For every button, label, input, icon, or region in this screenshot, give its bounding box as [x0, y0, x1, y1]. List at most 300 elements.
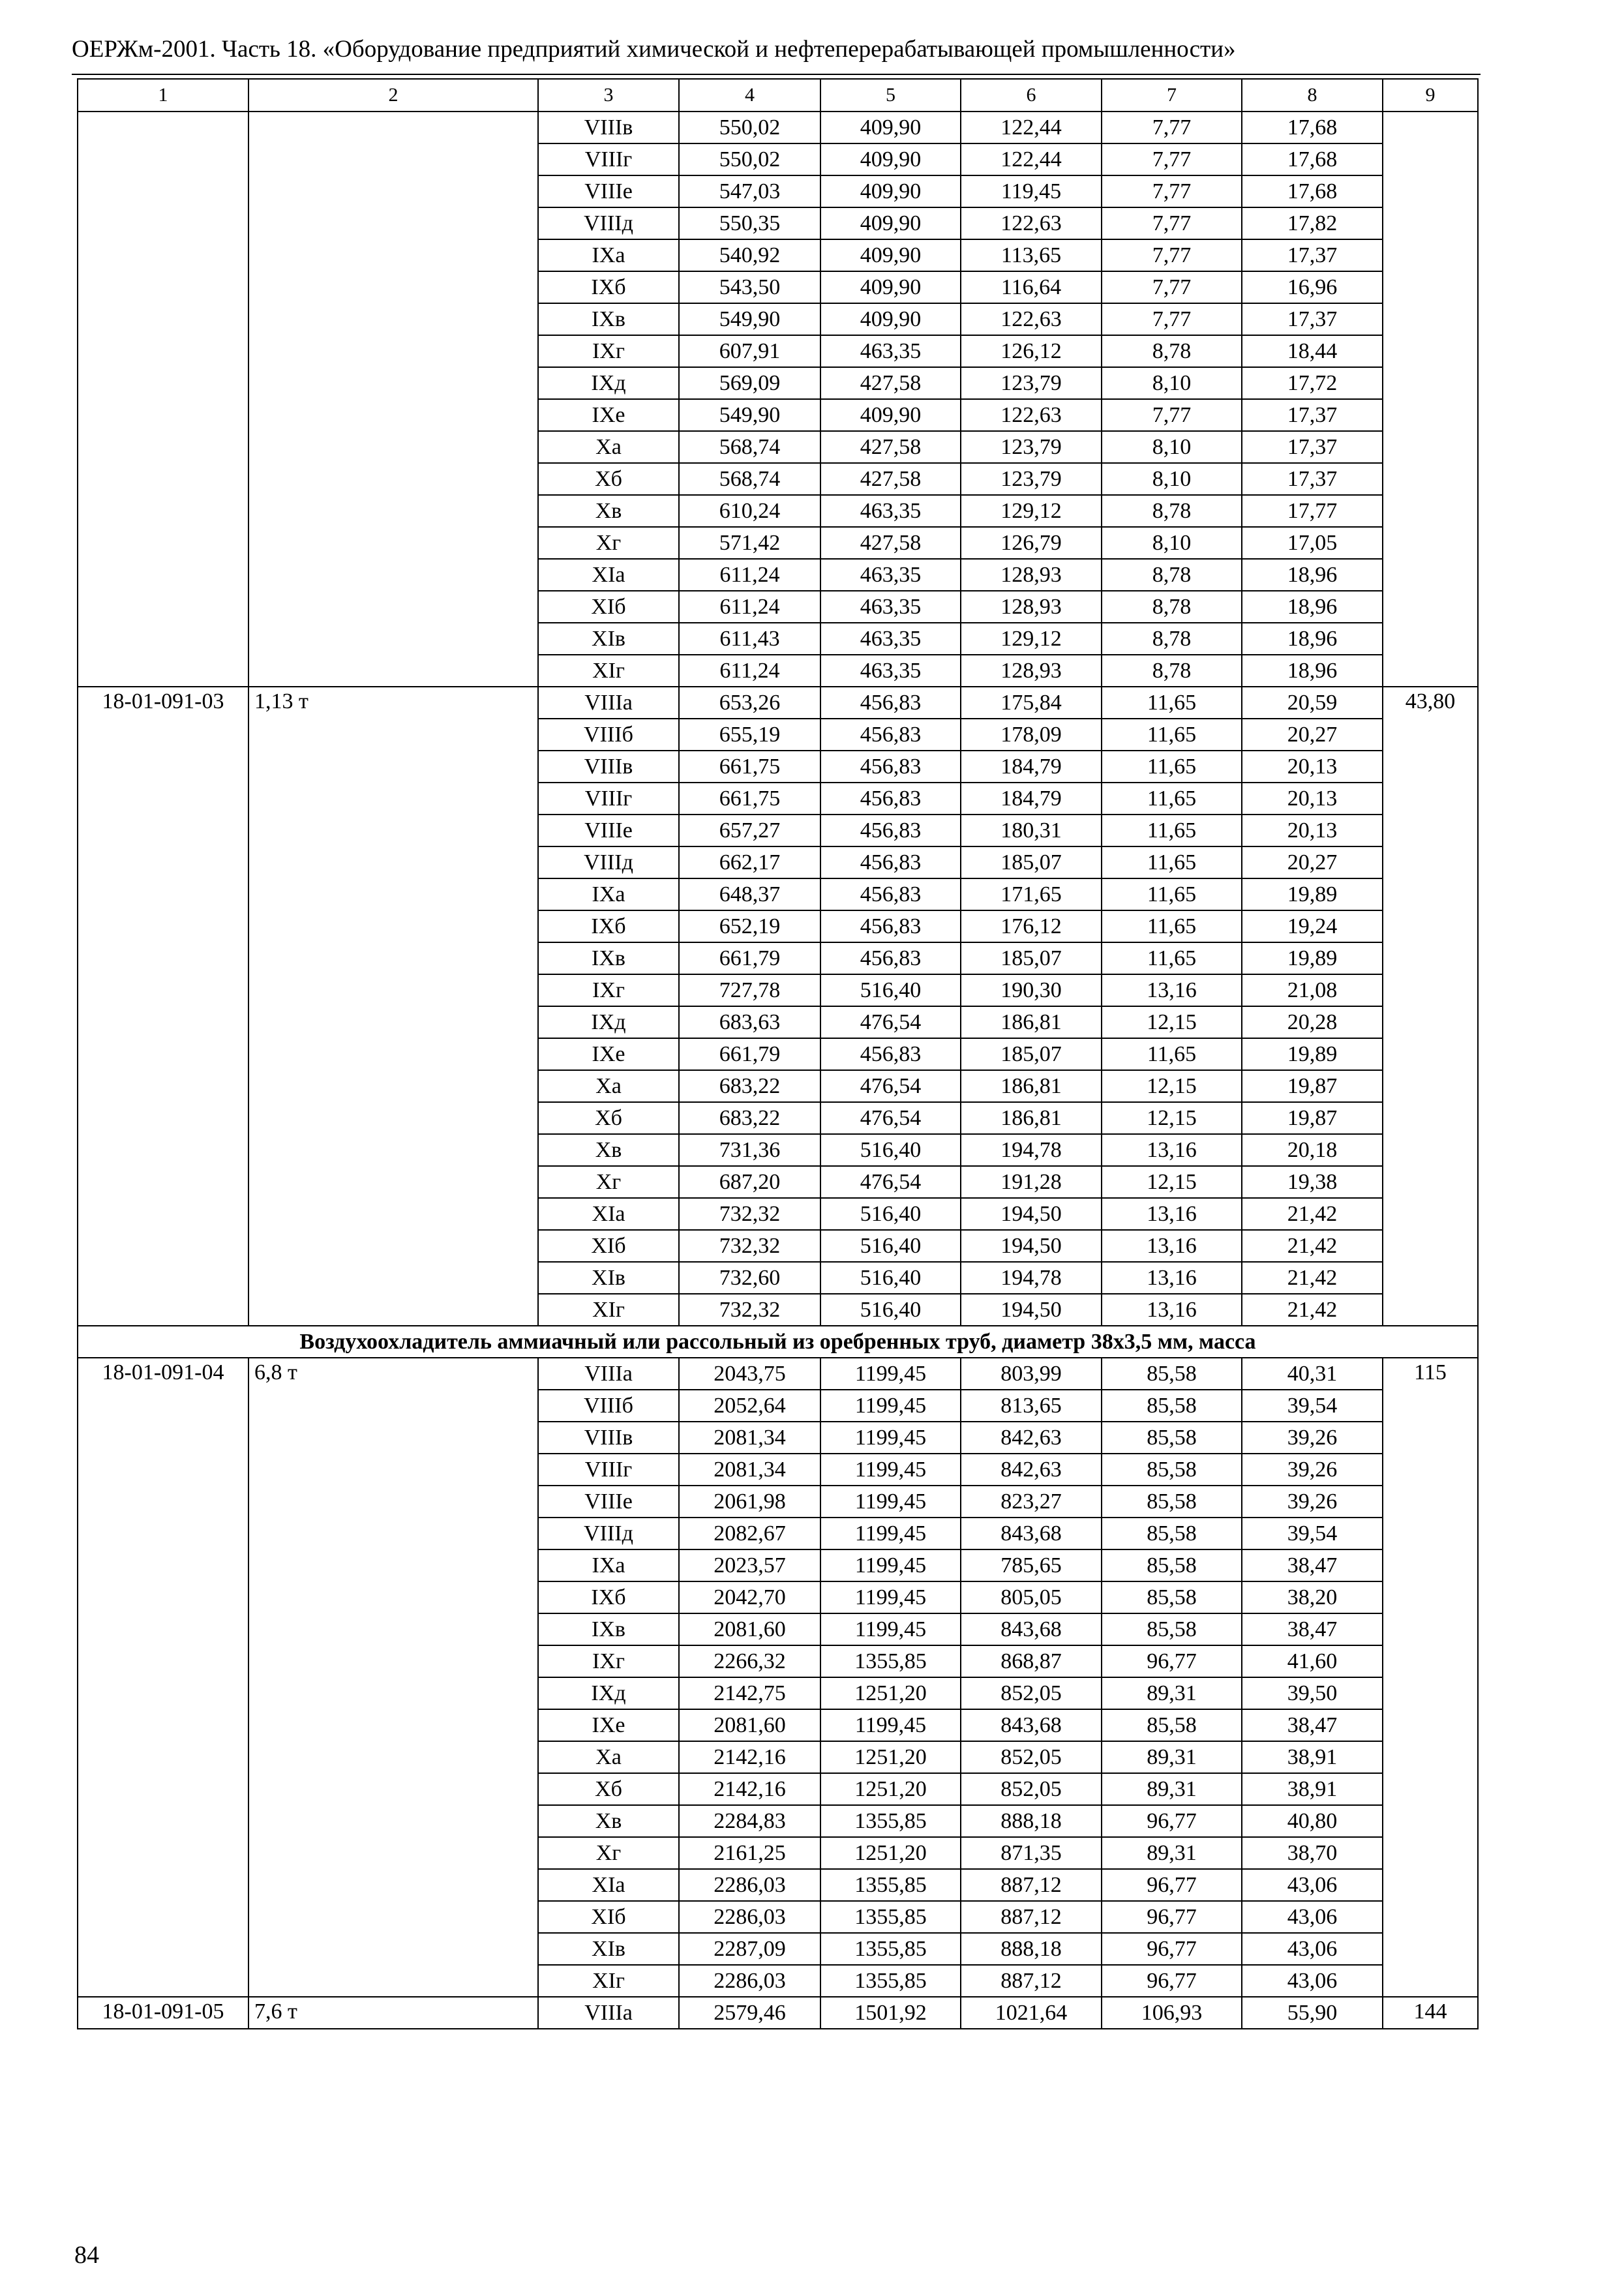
machine-cost: 186,81: [961, 1006, 1102, 1038]
materials-cost: 41,60: [1242, 1645, 1383, 1677]
materials-cost: 21,42: [1242, 1198, 1383, 1230]
operator-wage: 85,58: [1102, 1709, 1242, 1741]
operator-wage: 7,77: [1102, 271, 1242, 303]
operator-wage: 96,77: [1102, 1933, 1242, 1965]
machine-cost: 852,05: [961, 1741, 1102, 1773]
materials-cost: 38,47: [1242, 1709, 1383, 1741]
column-number: 4: [679, 79, 820, 112]
labor-cost: 1199,45: [820, 1454, 961, 1486]
machine-cost: 180,31: [961, 815, 1102, 846]
total-cost: 661,75: [679, 783, 820, 815]
labor-cost: 1199,45: [820, 1422, 961, 1454]
item-code: [78, 112, 248, 687]
total-cost: 648,37: [679, 878, 820, 910]
labor-cost: 1199,45: [820, 1549, 961, 1581]
total-cost: 2286,03: [679, 1965, 820, 1997]
labor-cost: 456,83: [820, 1038, 961, 1070]
labor-cost: 1199,45: [820, 1358, 961, 1390]
total-cost: 2142,75: [679, 1677, 820, 1709]
operator-wage: 7,77: [1102, 143, 1242, 175]
zone-code: IXа: [538, 239, 679, 271]
machine-cost: 868,87: [961, 1645, 1102, 1677]
labor-cost: 1355,85: [820, 1805, 961, 1837]
zone-code: IXе: [538, 1038, 679, 1070]
total-cost: 2081,34: [679, 1422, 820, 1454]
operator-wage: 85,58: [1102, 1422, 1242, 1454]
zone-code: VIIIе: [538, 175, 679, 207]
machine-cost: 185,07: [961, 1038, 1102, 1070]
total-cost: 2042,70: [679, 1581, 820, 1613]
machine-cost: 116,64: [961, 271, 1102, 303]
materials-cost: 17,68: [1242, 175, 1383, 207]
machine-cost: 194,50: [961, 1230, 1102, 1262]
machine-cost: 178,09: [961, 719, 1102, 751]
labor-cost: 427,58: [820, 367, 961, 399]
labor-cost: 463,35: [820, 495, 961, 527]
total-cost: 731,36: [679, 1134, 820, 1166]
labor-cost: 476,54: [820, 1006, 961, 1038]
operator-wage: 12,15: [1102, 1070, 1242, 1102]
price-table: [77, 78, 1479, 2029]
operator-wage: 8,78: [1102, 655, 1242, 687]
total-cost: 568,74: [679, 463, 820, 495]
materials-cost: 43,06: [1242, 1965, 1383, 1997]
machine-cost: 185,07: [961, 942, 1102, 974]
page-header: ОЕРЖм-2001. Часть 18. «Оборудование предприятий химической и нефтеперерабатывающей промышленности»: [72, 36, 1236, 63]
machine-cost: 119,45: [961, 175, 1102, 207]
materials-cost: 17,82: [1242, 207, 1383, 239]
labor-cost: 456,83: [820, 878, 961, 910]
operator-wage: 13,16: [1102, 1134, 1242, 1166]
zone-code: IXд: [538, 367, 679, 399]
operator-wage: 85,58: [1102, 1549, 1242, 1581]
operator-wage: 8,10: [1102, 527, 1242, 559]
materials-cost: 16,96: [1242, 271, 1383, 303]
labor-cost: 1251,20: [820, 1837, 961, 1869]
column-number-row: [78, 79, 1478, 112]
labor-hours: 115: [1383, 1358, 1478, 1997]
materials-cost: 21,42: [1242, 1230, 1383, 1262]
column-number: 1: [78, 79, 248, 112]
operator-wage: 11,65: [1102, 687, 1242, 719]
labor-cost: 427,58: [820, 463, 961, 495]
operator-wage: 96,77: [1102, 1869, 1242, 1901]
machine-cost: 122,44: [961, 112, 1102, 143]
operator-wage: 89,31: [1102, 1741, 1242, 1773]
total-cost: 2081,60: [679, 1613, 820, 1645]
operator-wage: 8,10: [1102, 431, 1242, 463]
total-cost: 607,91: [679, 335, 820, 367]
total-cost: 2286,03: [679, 1901, 820, 1933]
column-number: 9: [1383, 79, 1478, 112]
zone-code: IXг: [538, 335, 679, 367]
total-cost: 2579,46: [679, 1997, 820, 2029]
materials-cost: 21,08: [1242, 974, 1383, 1006]
machine-cost: 843,68: [961, 1709, 1102, 1741]
machine-cost: 190,30: [961, 974, 1102, 1006]
zone-code: XIб: [538, 1230, 679, 1262]
zone-code: VIIIг: [538, 143, 679, 175]
materials-cost: 20,59: [1242, 687, 1383, 719]
total-cost: 655,19: [679, 719, 820, 751]
table-row: [78, 112, 1478, 143]
total-cost: 2081,60: [679, 1709, 820, 1741]
machine-cost: 852,05: [961, 1773, 1102, 1805]
materials-cost: 20,18: [1242, 1134, 1383, 1166]
zone-code: VIIIд: [538, 846, 679, 878]
zone-code: XIб: [538, 1901, 679, 1933]
labor-cost: 516,40: [820, 1134, 961, 1166]
total-cost: 653,26: [679, 687, 820, 719]
total-cost: 2161,25: [679, 1837, 820, 1869]
zone-code: VIIIе: [538, 815, 679, 846]
machine-cost: 129,12: [961, 495, 1102, 527]
zone-code: Xг: [538, 1166, 679, 1198]
zone-code: VIIIд: [538, 1518, 679, 1549]
machine-cost: 123,79: [961, 431, 1102, 463]
machine-cost: 803,99: [961, 1358, 1102, 1390]
operator-wage: 85,58: [1102, 1390, 1242, 1422]
machine-cost: 128,93: [961, 655, 1102, 687]
zone-code: Xв: [538, 495, 679, 527]
labor-cost: 1355,85: [820, 1869, 961, 1901]
machine-cost: 122,63: [961, 399, 1102, 431]
total-cost: 661,79: [679, 1038, 820, 1070]
materials-cost: 17,05: [1242, 527, 1383, 559]
materials-cost: 19,87: [1242, 1070, 1383, 1102]
machine-cost: 175,84: [961, 687, 1102, 719]
materials-cost: 38,70: [1242, 1837, 1383, 1869]
materials-cost: 39,26: [1242, 1454, 1383, 1486]
materials-cost: 38,91: [1242, 1741, 1383, 1773]
zone-code: VIIIг: [538, 1454, 679, 1486]
zone-code: XIа: [538, 559, 679, 591]
zone-code: IXб: [538, 271, 679, 303]
total-cost: 568,74: [679, 431, 820, 463]
operator-wage: 11,65: [1102, 1038, 1242, 1070]
labor-cost: 463,35: [820, 591, 961, 623]
labor-cost: 409,90: [820, 303, 961, 335]
zone-code: VIIIе: [538, 1486, 679, 1518]
operator-wage: 11,65: [1102, 815, 1242, 846]
total-cost: 611,24: [679, 559, 820, 591]
labor-cost: 456,83: [820, 783, 961, 815]
total-cost: 732,32: [679, 1230, 820, 1262]
total-cost: 2142,16: [679, 1773, 820, 1805]
materials-cost: 38,20: [1242, 1581, 1383, 1613]
materials-cost: 20,27: [1242, 846, 1383, 878]
operator-wage: 11,65: [1102, 910, 1242, 942]
machine-cost: 887,12: [961, 1869, 1102, 1901]
materials-cost: 19,89: [1242, 878, 1383, 910]
zone-code: VIIIб: [538, 1390, 679, 1422]
item-code: 18-01-091-03: [78, 687, 248, 1326]
materials-cost: 20,28: [1242, 1006, 1383, 1038]
zone-code: Xг: [538, 1837, 679, 1869]
machine-cost: 123,79: [961, 367, 1102, 399]
materials-cost: 55,90: [1242, 1997, 1383, 2029]
machine-cost: 888,18: [961, 1805, 1102, 1837]
machine-cost: 887,12: [961, 1965, 1102, 1997]
zone-code: XIг: [538, 1294, 679, 1326]
machine-cost: 176,12: [961, 910, 1102, 942]
operator-wage: 13,16: [1102, 974, 1242, 1006]
zone-code: XIв: [538, 1933, 679, 1965]
zone-code: Xв: [538, 1134, 679, 1166]
machine-cost: 888,18: [961, 1933, 1102, 1965]
machine-cost: 843,68: [961, 1613, 1102, 1645]
section-title-row: [78, 1326, 1478, 1358]
operator-wage: 106,93: [1102, 1997, 1242, 2029]
total-cost: 687,20: [679, 1166, 820, 1198]
labor-cost: 456,83: [820, 910, 961, 942]
total-cost: 549,90: [679, 303, 820, 335]
zone-code: VIIIд: [538, 207, 679, 239]
labor-cost: 456,83: [820, 719, 961, 751]
materials-cost: 19,89: [1242, 942, 1383, 974]
column-number: 2: [248, 79, 538, 112]
machine-cost: 823,27: [961, 1486, 1102, 1518]
total-cost: 661,75: [679, 751, 820, 783]
operator-wage: 7,77: [1102, 112, 1242, 143]
operator-wage: 85,58: [1102, 1518, 1242, 1549]
zone-code: XIг: [538, 655, 679, 687]
operator-wage: 85,58: [1102, 1358, 1242, 1390]
machine-cost: 842,63: [961, 1422, 1102, 1454]
materials-cost: 38,47: [1242, 1549, 1383, 1581]
materials-cost: 18,96: [1242, 623, 1383, 655]
materials-cost: 20,13: [1242, 751, 1383, 783]
total-cost: 2081,34: [679, 1454, 820, 1486]
materials-cost: 39,54: [1242, 1518, 1383, 1549]
header-rule: [72, 74, 1481, 75]
total-cost: 732,32: [679, 1198, 820, 1230]
materials-cost: 39,26: [1242, 1422, 1383, 1454]
zone-code: XIв: [538, 1262, 679, 1294]
machine-cost: 813,65: [961, 1390, 1102, 1422]
materials-cost: 17,68: [1242, 112, 1383, 143]
machine-cost: 184,79: [961, 751, 1102, 783]
labor-cost: 1199,45: [820, 1581, 961, 1613]
total-cost: 662,17: [679, 846, 820, 878]
materials-cost: 21,42: [1242, 1262, 1383, 1294]
total-cost: 550,02: [679, 143, 820, 175]
operator-wage: 7,77: [1102, 303, 1242, 335]
machine-cost: 191,28: [961, 1166, 1102, 1198]
operator-wage: 96,77: [1102, 1805, 1242, 1837]
materials-cost: 17,72: [1242, 367, 1383, 399]
total-cost: 683,63: [679, 1006, 820, 1038]
labor-cost: 409,90: [820, 143, 961, 175]
materials-cost: 17,37: [1242, 399, 1383, 431]
operator-wage: 96,77: [1102, 1965, 1242, 1997]
labor-cost: 516,40: [820, 1262, 961, 1294]
operator-wage: 89,31: [1102, 1677, 1242, 1709]
labor-cost: 463,35: [820, 623, 961, 655]
labor-cost: 427,58: [820, 527, 961, 559]
item-mass: 1,13 т: [248, 687, 538, 1326]
machine-cost: 186,81: [961, 1070, 1102, 1102]
labor-cost: 456,83: [820, 687, 961, 719]
materials-cost: 20,27: [1242, 719, 1383, 751]
total-cost: 732,60: [679, 1262, 820, 1294]
total-cost: 610,24: [679, 495, 820, 527]
operator-wage: 11,65: [1102, 942, 1242, 974]
operator-wage: 89,31: [1102, 1837, 1242, 1869]
operator-wage: 8,78: [1102, 591, 1242, 623]
machine-cost: 128,93: [961, 559, 1102, 591]
total-cost: 550,35: [679, 207, 820, 239]
zone-code: IXг: [538, 974, 679, 1006]
operator-wage: 8,78: [1102, 559, 1242, 591]
zone-code: IXв: [538, 1613, 679, 1645]
zone-code: VIIIв: [538, 1422, 679, 1454]
total-cost: 732,32: [679, 1294, 820, 1326]
materials-cost: 38,91: [1242, 1773, 1383, 1805]
zone-code: IXе: [538, 1709, 679, 1741]
machine-cost: 194,78: [961, 1134, 1102, 1166]
machine-cost: 785,65: [961, 1549, 1102, 1581]
item-code: 18-01-091-05: [78, 1997, 248, 2029]
labor-cost: 409,90: [820, 175, 961, 207]
labor-cost: 1199,45: [820, 1709, 961, 1741]
operator-wage: 7,77: [1102, 207, 1242, 239]
zone-code: Xб: [538, 1773, 679, 1805]
labor-cost: 456,83: [820, 846, 961, 878]
labor-cost: 1199,45: [820, 1390, 961, 1422]
zone-code: Xб: [538, 1102, 679, 1134]
machine-cost: 842,63: [961, 1454, 1102, 1486]
materials-cost: 18,96: [1242, 655, 1383, 687]
machine-cost: 185,07: [961, 846, 1102, 878]
total-cost: 549,90: [679, 399, 820, 431]
machine-cost: 1021,64: [961, 1997, 1102, 2029]
table-row: [78, 1358, 1478, 1390]
machine-cost: 123,79: [961, 463, 1102, 495]
zone-code: VIIIа: [538, 1358, 679, 1390]
machine-cost: 122,44: [961, 143, 1102, 175]
machine-cost: 122,63: [961, 207, 1102, 239]
operator-wage: 8,78: [1102, 495, 1242, 527]
materials-cost: 40,31: [1242, 1358, 1383, 1390]
machine-cost: 186,81: [961, 1102, 1102, 1134]
operator-wage: 85,58: [1102, 1581, 1242, 1613]
total-cost: 727,78: [679, 974, 820, 1006]
materials-cost: 40,80: [1242, 1805, 1383, 1837]
column-number: 8: [1242, 79, 1383, 112]
labor-cost: 456,83: [820, 751, 961, 783]
operator-wage: 13,16: [1102, 1198, 1242, 1230]
item-mass: 6,8 т: [248, 1358, 538, 1997]
total-cost: 2043,75: [679, 1358, 820, 1390]
total-cost: 611,43: [679, 623, 820, 655]
machine-cost: 871,35: [961, 1837, 1102, 1869]
operator-wage: 85,58: [1102, 1613, 1242, 1645]
item-mass: 7,6 т: [248, 1997, 538, 2029]
materials-cost: 38,47: [1242, 1613, 1383, 1645]
total-cost: 611,24: [679, 655, 820, 687]
materials-cost: 39,54: [1242, 1390, 1383, 1422]
zone-code: IXа: [538, 1549, 679, 1581]
machine-cost: 126,12: [961, 335, 1102, 367]
total-cost: 2061,98: [679, 1486, 820, 1518]
operator-wage: 11,65: [1102, 878, 1242, 910]
materials-cost: 19,24: [1242, 910, 1383, 942]
zone-code: IXб: [538, 910, 679, 942]
materials-cost: 17,37: [1242, 463, 1383, 495]
zone-code: XIг: [538, 1965, 679, 1997]
operator-wage: 7,77: [1102, 175, 1242, 207]
materials-cost: 18,96: [1242, 559, 1383, 591]
labor-cost: 1199,45: [820, 1613, 961, 1645]
labor-cost: 1355,85: [820, 1933, 961, 1965]
labor-cost: 409,90: [820, 399, 961, 431]
zone-code: IXд: [538, 1006, 679, 1038]
total-cost: 2052,64: [679, 1390, 820, 1422]
materials-cost: 21,42: [1242, 1294, 1383, 1326]
materials-cost: 39,26: [1242, 1486, 1383, 1518]
operator-wage: 11,65: [1102, 846, 1242, 878]
operator-wage: 89,31: [1102, 1773, 1242, 1805]
machine-cost: 184,79: [961, 783, 1102, 815]
zone-code: VIIIб: [538, 719, 679, 751]
operator-wage: 8,10: [1102, 463, 1242, 495]
labor-cost: 463,35: [820, 655, 961, 687]
machine-cost: 194,78: [961, 1262, 1102, 1294]
materials-cost: 19,89: [1242, 1038, 1383, 1070]
labor-cost: 516,40: [820, 974, 961, 1006]
labor-cost: 409,90: [820, 239, 961, 271]
operator-wage: 96,77: [1102, 1901, 1242, 1933]
total-cost: 657,27: [679, 815, 820, 846]
labor-cost: 1251,20: [820, 1741, 961, 1773]
section-title: Воздухоохладитель аммиачный или рассольный из оребренных труб, диаметр 38х3,5 мм, масса: [78, 1326, 1478, 1358]
materials-cost: 43,06: [1242, 1869, 1383, 1901]
labor-cost: 1251,20: [820, 1773, 961, 1805]
labor-hours: 144: [1383, 1997, 1478, 2029]
operator-wage: 12,15: [1102, 1102, 1242, 1134]
zone-code: XIв: [538, 623, 679, 655]
labor-hours: [1383, 112, 1478, 687]
zone-code: IXд: [538, 1677, 679, 1709]
materials-cost: 19,38: [1242, 1166, 1383, 1198]
price-table-body: [78, 79, 1478, 2029]
materials-cost: 39,50: [1242, 1677, 1383, 1709]
operator-wage: 13,16: [1102, 1294, 1242, 1326]
operator-wage: 8,78: [1102, 623, 1242, 655]
zone-code: IXв: [538, 303, 679, 335]
materials-cost: 17,77: [1242, 495, 1383, 527]
page-number: 84: [74, 2241, 99, 2269]
labor-cost: 476,54: [820, 1102, 961, 1134]
operator-wage: 11,65: [1102, 751, 1242, 783]
operator-wage: 7,77: [1102, 239, 1242, 271]
zone-code: IXе: [538, 399, 679, 431]
labor-cost: 463,35: [820, 335, 961, 367]
machine-cost: 128,93: [961, 591, 1102, 623]
zone-code: VIIIа: [538, 1997, 679, 2029]
labor-cost: 456,83: [820, 942, 961, 974]
zone-code: Xа: [538, 431, 679, 463]
column-number: 7: [1102, 79, 1242, 112]
machine-cost: 129,12: [961, 623, 1102, 655]
machine-cost: 887,12: [961, 1901, 1102, 1933]
zone-code: VIIIг: [538, 783, 679, 815]
zone-code: IXб: [538, 1581, 679, 1613]
zone-code: Xг: [538, 527, 679, 559]
total-cost: 661,79: [679, 942, 820, 974]
materials-cost: 43,06: [1242, 1933, 1383, 1965]
